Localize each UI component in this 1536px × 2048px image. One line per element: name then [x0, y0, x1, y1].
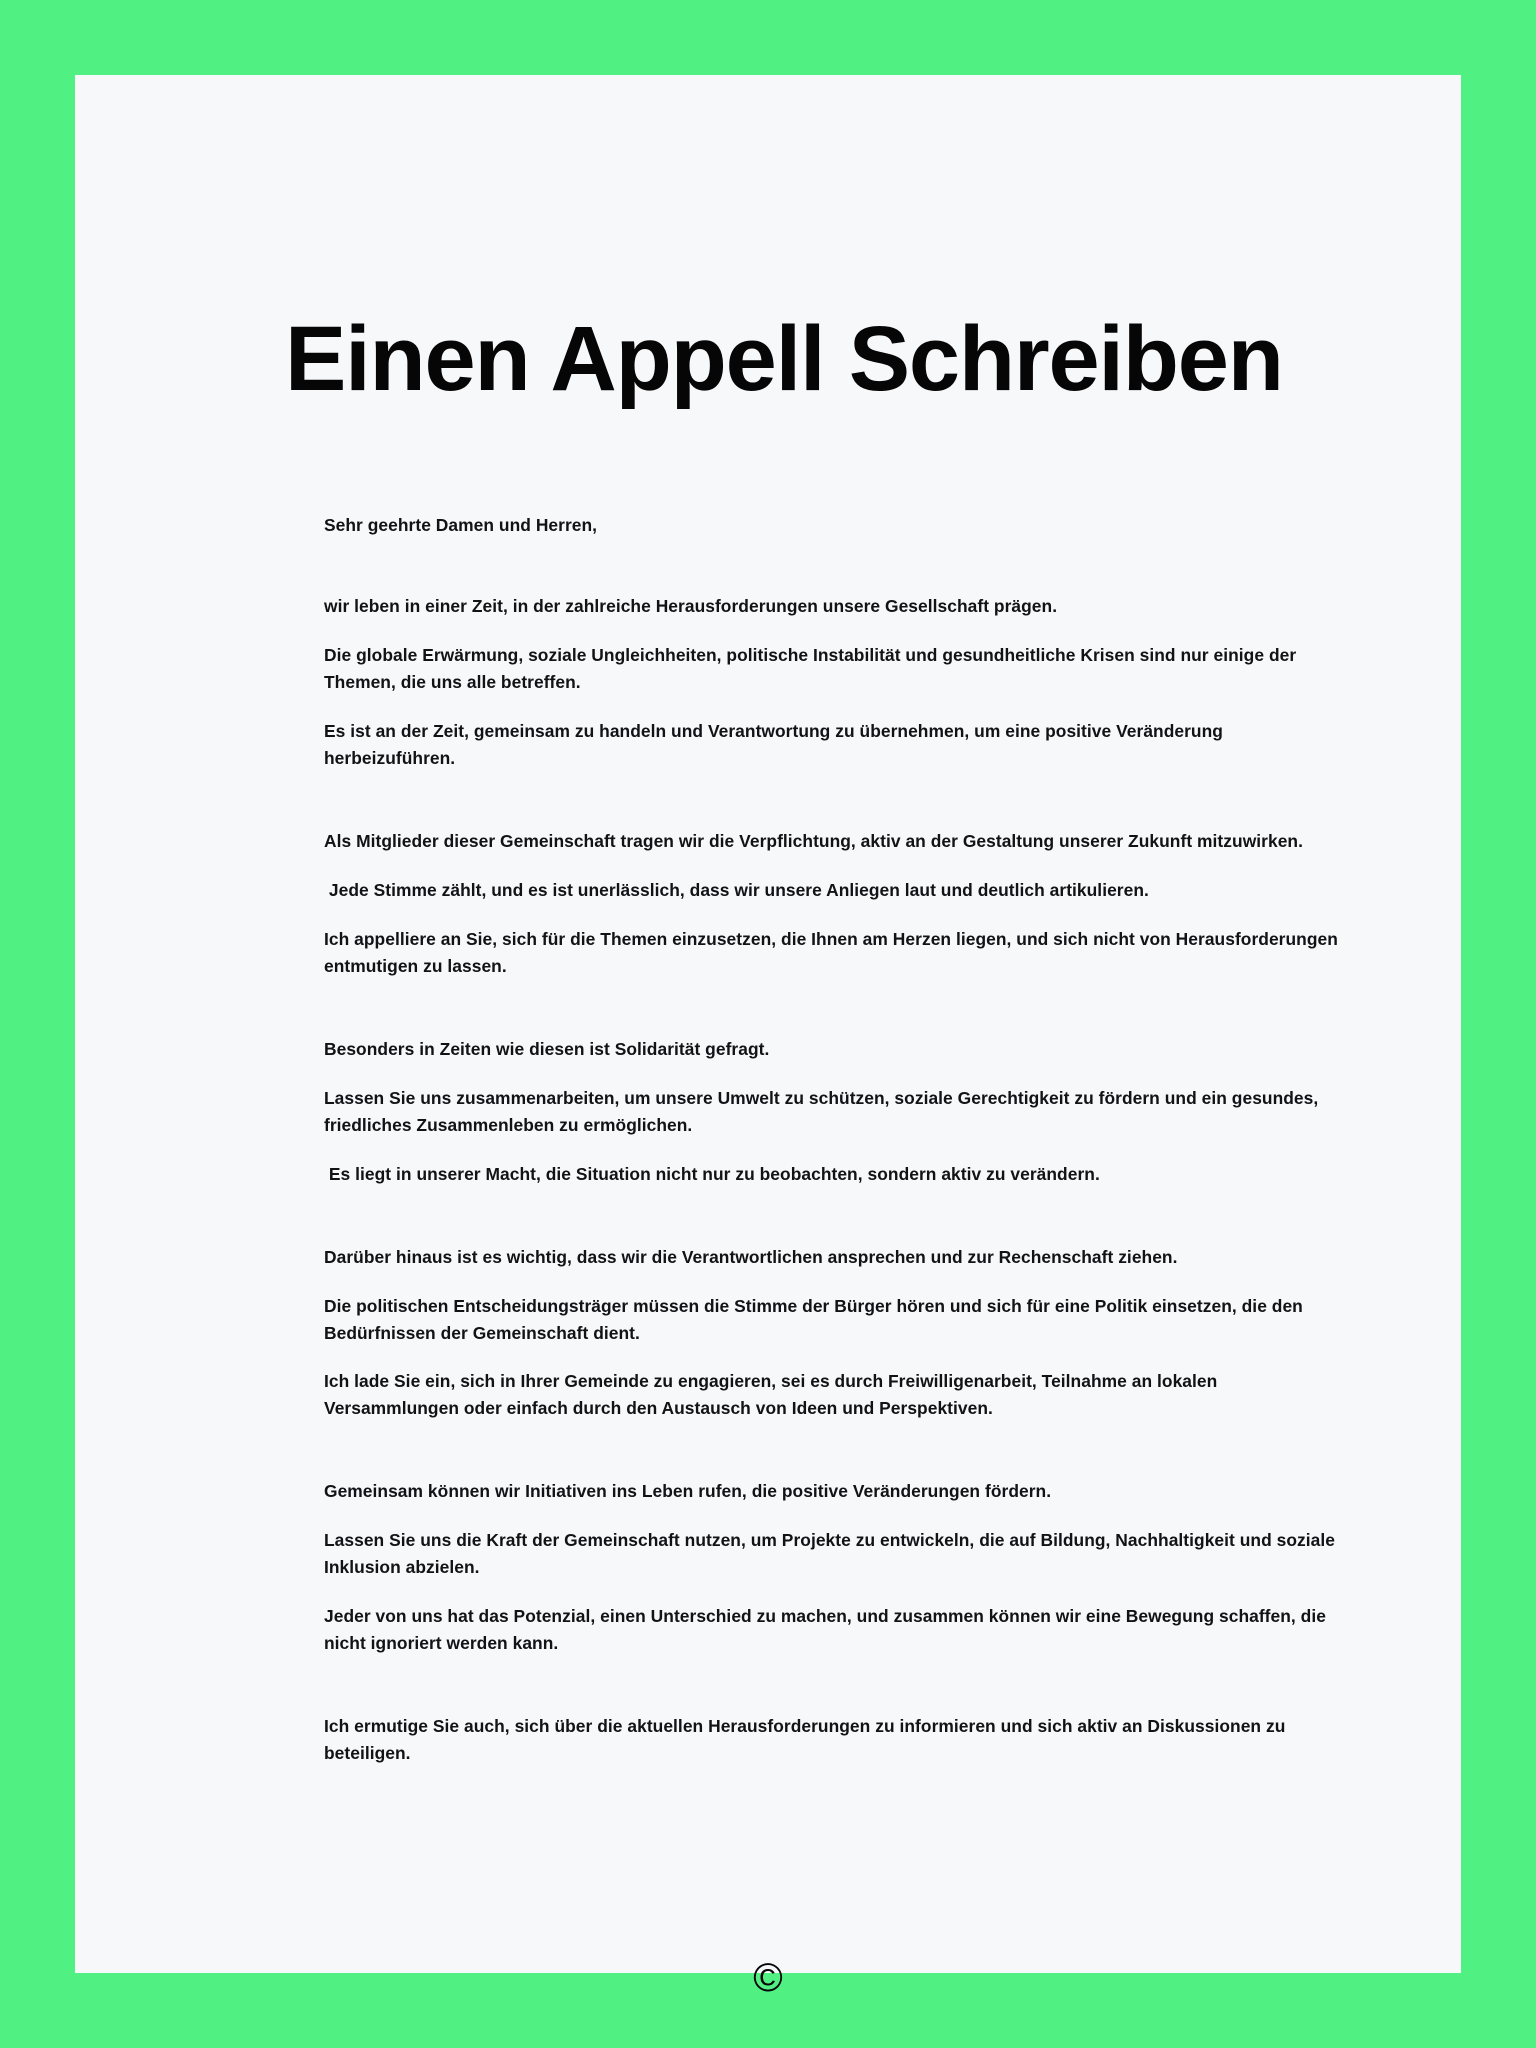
body-paragraph: Lassen Sie uns zusammenarbeiten, um unsere Umwelt zu schützen, soziale Gerechtigkeit zu fördern und ein gesundes, friedliches Zusammenleben zu ermöglichen.: [324, 1087, 1324, 1135]
spacer: [324, 1139, 1354, 1161]
body-paragraph: Ich lade Sie ein, sich in Ihrer Gemeinde zu engagieren, sei es durch Freiwilligenarbeit, Teilnahme an lokalen Versammlungen oder einfach durch den Austausch von Ideen und Perspektiven.: [324, 1371, 1223, 1419]
spacer: [324, 1505, 1354, 1527]
body-paragraph: Es liegt in unserer Macht, die Situation nicht nur zu beobachten, sondern aktiv zu verändern.: [324, 1163, 1100, 1184]
body-paragraph: Die politischen Entscheidungsträger müssen die Stimme der Bürger hören und sich für eine Politik einsetzen, die den Bedürfnissen der Gemeinschaft dient.: [324, 1295, 1308, 1343]
body-paragraph: Als Mitglieder dieser Gemeinschaft tragen wir die Verpflichtung, aktiv an der Gestaltung unserer Zukunft mitzuwirken.: [324, 830, 1303, 851]
paragraph-block: [324, 1244, 1354, 1423]
body-paragraph: Darüber hinaus ist es wichtig, dass wir die Verantwortlichen ansprechen und zur Rechenschaft ziehen.: [324, 1246, 1178, 1267]
document-sheet: [75, 75, 1461, 2000]
spacer: [324, 696, 1354, 718]
page-title: Einen Appell Schreiben: [285, 308, 1283, 410]
spacer: [324, 620, 1354, 642]
body-paragraph: Ich appelliere an Sie, sich für die Themen einzusetzen, die Ihnen am Herzen liegen, und sich nicht von Herausforderungen entmutigen zu lassen.: [324, 928, 1343, 976]
body-paragraph: Ich ermutige Sie auch, sich über die aktuellen Herausforderungen zu informieren und sich aktiv an Diskussionen zu beteiligen.: [324, 1716, 1291, 1764]
document-body: [324, 512, 1354, 1767]
body-paragraph: Lassen Sie uns die Kraft der Gemeinschaft nutzen, um Projekte zu entwickeln, die auf Bildung, Nachhaltigkeit und soziale Inklusion abzielen.: [324, 1530, 1340, 1578]
spacer: [324, 1063, 1354, 1085]
spacer: [324, 904, 1354, 926]
body-paragraph: wir leben in einer Zeit, in der zahlreiche Herausforderungen unsere Gesellschaft prägen.: [324, 595, 1058, 616]
spacer: [324, 1581, 1354, 1603]
body-paragraph: Die globale Erwärmung, soziale Ungleichheiten, politische Instabilität und gesundheitliche Krisen sind nur einige der Themen, die uns alle betreffen.: [324, 644, 1302, 692]
paragraph-block: [324, 593, 1354, 772]
body-paragraph: Gemeinsam können wir Initiativen ins Leben rufen, die positive Veränderungen fördern.: [324, 1481, 1052, 1502]
paragraph-block: [324, 828, 1354, 980]
body-paragraph: Besonders in Zeiten wie diesen ist Solidarität gefragt.: [324, 1038, 770, 1059]
spacer: [324, 1346, 1354, 1368]
spacer-between-blocks: [324, 1188, 1354, 1244]
body-paragraph: Es ist an der Zeit, gemeinsam zu handeln und Verantwortung zu übernehmen, um eine positive Veränderung herbeizuführen.: [324, 720, 1228, 768]
copyright-icon: ©: [753, 1956, 783, 2000]
body-paragraph: Jeder von uns hat das Potenzial, einen Unterschied zu machen, und zusammen können wir eine Bewegung schaffen, die nicht ignoriert werden kann.: [324, 1606, 1331, 1654]
spacer: [324, 855, 1354, 877]
paragraph-block: [324, 1478, 1354, 1657]
paragraph-block: [324, 1713, 1354, 1767]
salutation: Sehr geehrte Damen und Herren,: [324, 515, 598, 535]
paragraph-block: [324, 1036, 1354, 1188]
spacer-between-blocks: [324, 1422, 1354, 1478]
body-paragraph: Jede Stimme zählt, und es ist unerlässlich, dass wir unsere Anliegen laut und deutlich artikulieren.: [324, 879, 1149, 900]
spacer-between-blocks: [324, 772, 1354, 828]
spacer-after-salutation: [324, 539, 1354, 593]
spacer-between-blocks: [324, 1657, 1354, 1713]
spacer: [324, 1271, 1354, 1293]
spacer-between-blocks: [324, 980, 1354, 1036]
